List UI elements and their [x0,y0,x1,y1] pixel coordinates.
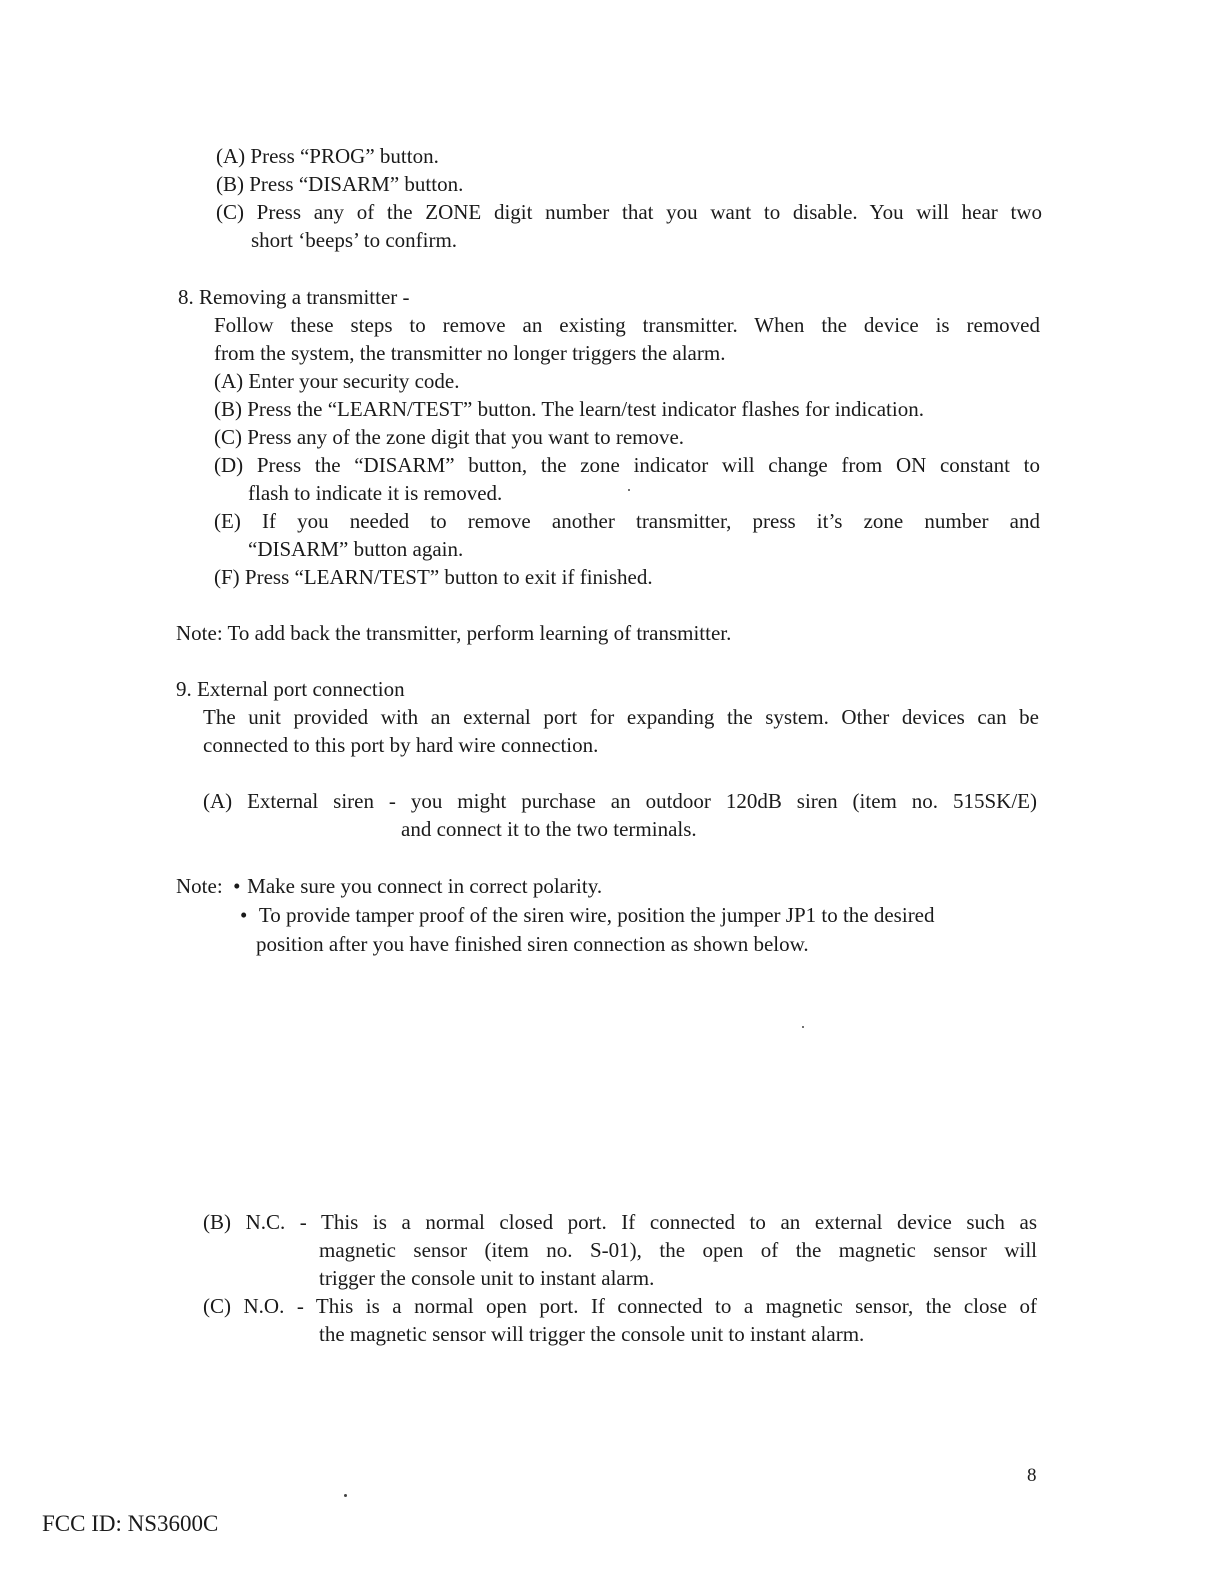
section8-intro-line2: from the system, the transmitter no longer triggers the alarm. [214,341,726,365]
external-siren-line2: and connect it to the two terminals. [401,817,697,841]
section8-step-d-line2: flash to indicate it is removed. [248,481,503,505]
section8-step-b: (B) Press the “LEARN/TEST” button. The learn/test indicator flashes for indication. [214,397,924,421]
fcc-id-footer: FCC ID: NS3600C [42,1511,219,1536]
bullet-icon: • [227,874,241,898]
note-tamper-line1 [240,901,935,929]
note-add-back: Note: To add back the transmitter, perform learning of transmitter. [176,621,732,645]
section8-step-e-line1: (E) If you needed to remove another transmitter, press it’s zone number and [214,509,1040,533]
step-prog: (A) Press “PROG” button. [216,144,439,168]
note-label: Note: [176,874,223,898]
section8-step-a: (A) Enter your security code. [214,369,460,393]
scan-speck [344,1494,347,1497]
note-bullet2-line1: To provide tamper proof of the siren wire, position the jumper JP1 to the desired [258,903,935,927]
section9-intro-line2: connected to this port by hard wire connection. [203,733,599,757]
no-port-line2: the magnetic sensor will trigger the console unit to instant alarm. [319,1322,865,1346]
step-disarm: (B) Press “DISARM” button. [216,172,464,196]
step-zone-disable-line2: short ‘beeps’ to confirm. [251,228,458,252]
scan-speck [628,489,630,491]
section9-intro-line1: The unit provided with an external port for expanding the system. Other devices can be [203,705,1039,729]
note-bullet1: Make sure you connect in correct polarity. [247,874,603,898]
note-tamper-line2: position after you have finished siren connection as shown below. [256,932,809,956]
no-port-line1: (C) N.O. - This is a normal open port. If connected to a magnetic sensor, the close of [203,1294,1037,1318]
section8-step-c: (C) Press any of the zone digit that you want to remove. [214,425,685,449]
section8-heading: 8. Removing a transmitter - [178,285,410,309]
external-siren-line1: (A) External siren - you might purchase an outdoor 120dB siren (item no. 515SK/E) [203,789,1037,813]
bullet-icon: • [240,903,248,927]
section8-step-f: (F) Press “LEARN/TEST” button to exit if finished. [214,565,653,589]
scan-speck [802,1026,804,1028]
section8-step-e-line2: “DISARM” button again. [248,537,464,561]
section9-heading: 9. External port connection [176,677,405,701]
section8-step-d-line1: (D) Press the “DISARM” button, the zone indicator will change from ON constant to [214,453,1040,477]
section8-intro-line1: Follow these steps to remove an existing transmitter. When the device is removed [214,313,1040,337]
nc-port-line3: trigger the console unit to instant alarm. [319,1266,655,1290]
step-zone-disable-line1: (C) Press any of the ZONE digit number that you want to disable. You will hear two [216,200,1042,224]
nc-port-line1: (B) N.C. - This is a normal closed port. If connected to an external device such as [203,1210,1037,1234]
nc-port-line2: magnetic sensor (item no. S-01), the open of the magnetic sensor will [319,1238,1037,1262]
note-polarity [176,872,602,900]
page-number: 8 [1027,1465,1037,1486]
